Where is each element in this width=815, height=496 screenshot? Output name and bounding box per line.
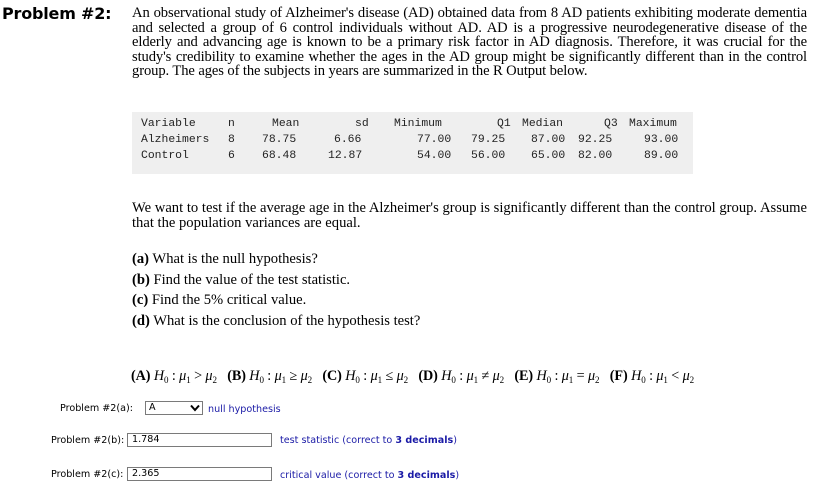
r-cell-median: 87.00 [531,134,566,146]
r-header-variable: Variable [141,118,196,130]
option-a: (A) $H_0$ : $\mu_1 > \mu_2$ [131,368,217,385]
r-cell-q3: 82.00 [578,150,613,162]
answer-a-label: Problem #2(a): [60,403,134,414]
problem-intro: An observational study of Alzheimer's disease (AD) obtained data from 8 AD patients exhibiting moderate dementia and selected a group of 6 control individuals without AD. AD is a progressive neurodegenerative disease of the elderly and advancing age is known to be a primary risk factor in AD diagnosis. Therefore, it was crucial for the study's credibility to examine whether the ages in the AD group might be significantly different than in the control group. The ages of the subjects in years are summarized in the R Output below. [132,5,807,79]
r-cell-q1: 79.25 [471,134,506,146]
r-output-table [132,112,693,174]
r-header-mean: Mean [272,118,300,130]
question-text: What is the conclusion of the hypothesis test? [153,313,421,329]
r-cell-minimum: 77.00 [417,134,452,146]
answer-c-hint: critical value (correct to 3 decimals) [280,470,460,481]
question-text: What is the null hypothesis? [152,251,318,267]
question-b [132,272,350,289]
r-header-median: Median [522,118,564,130]
option-b: (B) $H_0$ : $\mu_1 \ge \mu_2$ [227,368,313,385]
r-cell-q3: 92.25 [578,134,613,146]
r-header-q1: Q1 [497,118,511,130]
r-cell-n: 8 [228,134,235,146]
problem-heading: Problem #2: [2,4,112,23]
question-label: (a) [132,251,150,267]
chevron-down-icon [190,404,200,412]
answer-c-label: Problem #2(c): [51,469,124,480]
test-prompt: We want to test if the average age in the Alzheimer's group is significantly different than the control group. Assume that the population variances are equal. [132,200,807,231]
question-a [132,251,318,268]
r-header-n: n [228,118,235,130]
option-d: (D) $H_0$ : $\mu_1 \ne \mu_2$ [418,368,505,385]
r-header-maximum: Maximum [629,118,677,130]
question-d [132,313,420,330]
question-label: (b) [132,272,150,288]
answer-a-hint: null hypothesis [208,404,281,415]
r-cell-median: 65.00 [531,150,566,162]
test-statistic-input[interactable]: 1.784 [127,433,272,447]
option-e: (E) $H_0$ : $\mu_1 = \mu_2$ [514,368,600,385]
option-f: (F) $H_0$ : $\mu_1 < \mu_2$ [609,368,695,385]
r-output-row [132,134,693,149]
question-text: Find the value of the test statistic. [153,272,351,288]
question-text: Find the 5% critical value. [151,292,307,308]
question-label: (d) [132,313,150,329]
hypothesis-options [131,368,694,385]
question-label: (c) [132,292,149,308]
r-cell-n: 6 [228,150,235,162]
answer-b-hint: test statistic (correct to 3 decimals) [280,435,457,446]
r-header-minimum: Minimum [394,118,442,130]
r-cell-sd: 12.87 [328,150,363,162]
r-output-row [132,150,693,165]
answer-b-label: Problem #2(b): [51,435,125,446]
r-cell-mean: 78.75 [262,134,297,146]
r-cell-maximum: 93.00 [644,134,679,146]
critical-value-input[interactable]: 2.365 [127,467,272,481]
option-c: (C) $H_0$ : $\mu_1 \le \mu_2$ [322,368,409,385]
r-cell-variable: Control [141,150,189,162]
hypothesis-select-value: A [149,402,156,413]
r-cell-variable: Alzheimers [141,134,210,146]
r-cell-minimum: 54.00 [417,150,452,162]
r-header-q3: Q3 [604,118,618,130]
hypothesis-select[interactable] [145,401,203,415]
r-header-sd: sd [355,118,369,130]
r-cell-sd: 6.66 [334,134,362,146]
r-cell-mean: 68.48 [262,150,297,162]
r-cell-q1: 56.00 [471,150,506,162]
r-cell-maximum: 89.00 [644,150,679,162]
r-output-header-row [132,118,693,133]
question-c [132,292,306,309]
